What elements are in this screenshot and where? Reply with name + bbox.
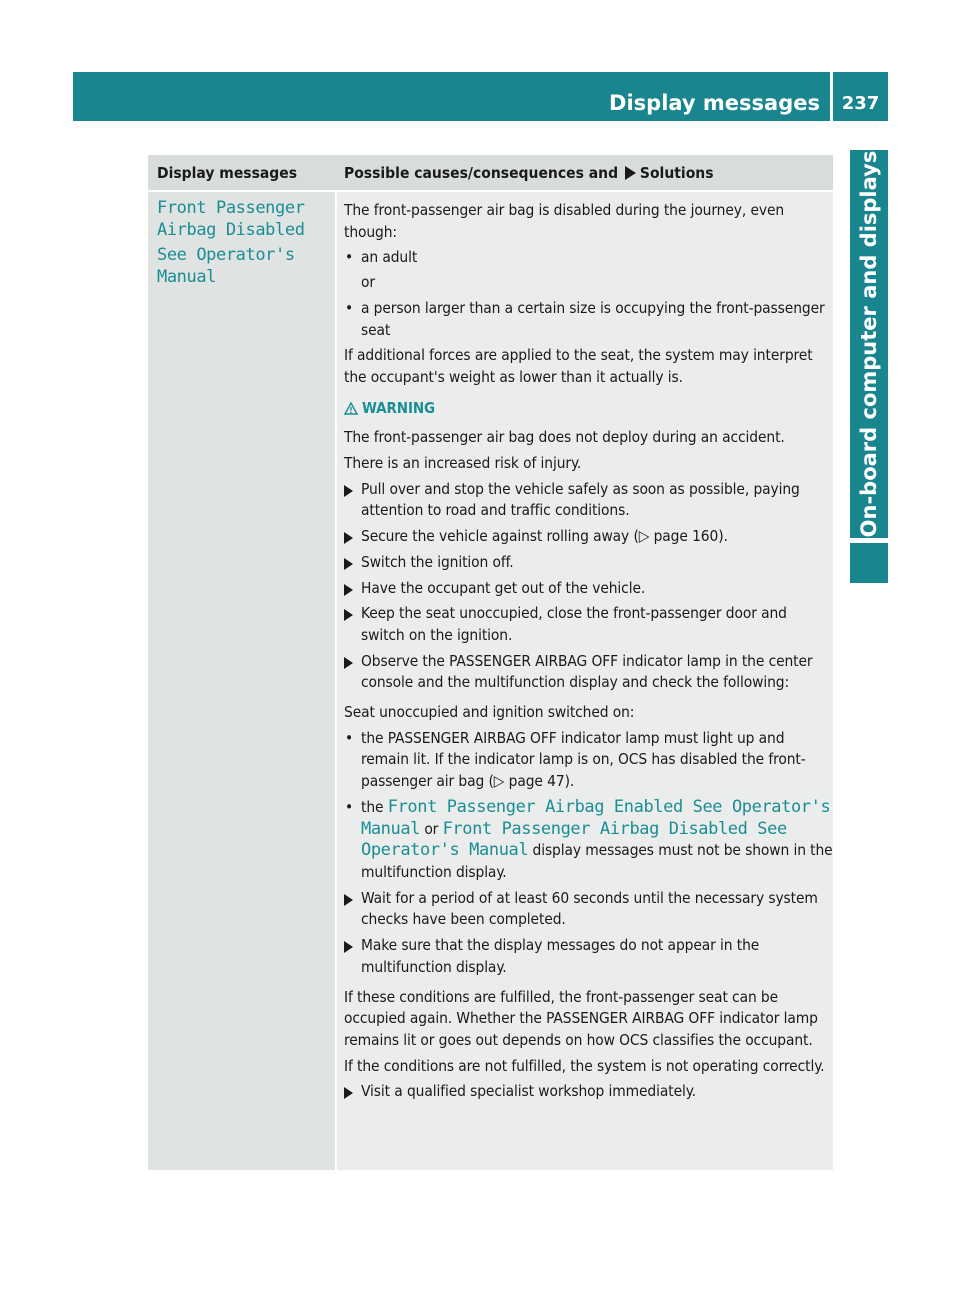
arrow-right-icon [625,166,636,180]
consequence-text: If additional forces are applied to the seat, the system may interpret the occupant's weight as lower than it actually is. [344,346,813,386]
action-step: Switch the ignition off. [344,552,834,574]
action-step: Secure the vehicle against rolling away (▷ page 160). [344,526,834,548]
warning-text: The front-passenger air bag does not deploy during an accident. [344,428,785,447]
list-item: • a person larger than a certain size is occupying the front-passenger seat [345,298,825,339]
col-header-messages: Display messages [157,164,298,182]
result-text: If these conditions are fulfilled, the front-passenger seat can be occupied again. Whether the PASSENGER AIRBAG OFF indicator lamp remains lit or goes out depends on how OCS classifies the occupant. [344,987,818,1049]
action-arrow-icon [344,558,353,570]
display-message-inline: Front Passenger Airbag Disabled See Operator's Manual [361,818,787,861]
action-arrow-icon [344,894,353,906]
header-bar [73,72,888,121]
solution-content [344,200,834,1103]
action-step: Make sure that the display messages do not appear in the multifunction display. [344,935,834,978]
warning-triangle-icon [344,400,358,422]
chapter-tab-label: On-board computer and displays [857,150,881,538]
section-title: Display messages [609,91,820,115]
display-messages-table [148,155,833,1170]
action-step: Have the occupant get out of the vehicle. [344,578,834,600]
message-column [148,192,335,1170]
list-item: • the Front Passenger Airbag Enabled See Operator's Manual or Front Passenger Airbag Disabled See Operator's Manual display messages must not be shown in the multifunction display. [345,796,833,881]
action-arrow-icon [344,941,353,953]
action-arrow-icon [344,657,353,669]
display-message-inline: Front Passenger Airbag Enabled See Operator's Manual [361,796,831,839]
page-ref-arrow-icon: ▷ [638,527,654,546]
cause-text: The front-passenger air bag is disabled during the journey, even though: [344,201,785,241]
action-step: Keep the seat unoccupied, close the front-passenger door and switch on the ignition. [344,603,834,646]
page-reference[interactable]: page 160 [653,527,719,546]
list-item: • an adult [345,248,418,267]
action-arrow-icon [344,532,353,544]
page-number: 237 [841,93,880,114]
result-text: If the conditions are not fulfilled, the system is not operating correctly. [344,1056,825,1075]
action-arrow-icon [344,609,353,621]
action-arrow-icon [344,485,353,497]
col-header-solutions: Possible causes/consequences and Solutions [344,164,714,182]
warning-text: There is an increased risk of injury. [344,454,582,473]
action-step: Observe the PASSENGER AIRBAG OFF indicator lamp in the center console and the multifunction display and check the following: [344,651,834,694]
action-arrow-icon [344,1087,353,1099]
action-step: Visit a qualified specialist workshop immediately. [344,1081,834,1103]
condition-text: Seat unoccupied and ignition switched on: [344,703,635,722]
page-ref-arrow-icon: ▷ [493,772,509,791]
warning-heading: WARNING [344,398,834,420]
action-arrow-icon [344,584,353,596]
list-item: or [361,273,375,292]
action-step: Pull over and stop the vehicle safely as soon as possible, paying attention to road and traffic conditions. [344,479,834,522]
display-message: Front Passenger Airbag Disabled See Operator's Manual [157,198,305,287]
chapter-tab-marker [850,543,888,583]
list-item: • the PASSENGER AIRBAG OFF indicator lamp must light up and remain lit. If the indicator lamp is on, OCS has disabled the front-passenger air bag (▷ page 47). [345,728,806,791]
page-reference[interactable]: page 47 [508,772,565,791]
action-step: Wait for a period of at least 60 seconds until the necessary system checks have been completed. [344,888,834,931]
table-header [148,155,833,190]
